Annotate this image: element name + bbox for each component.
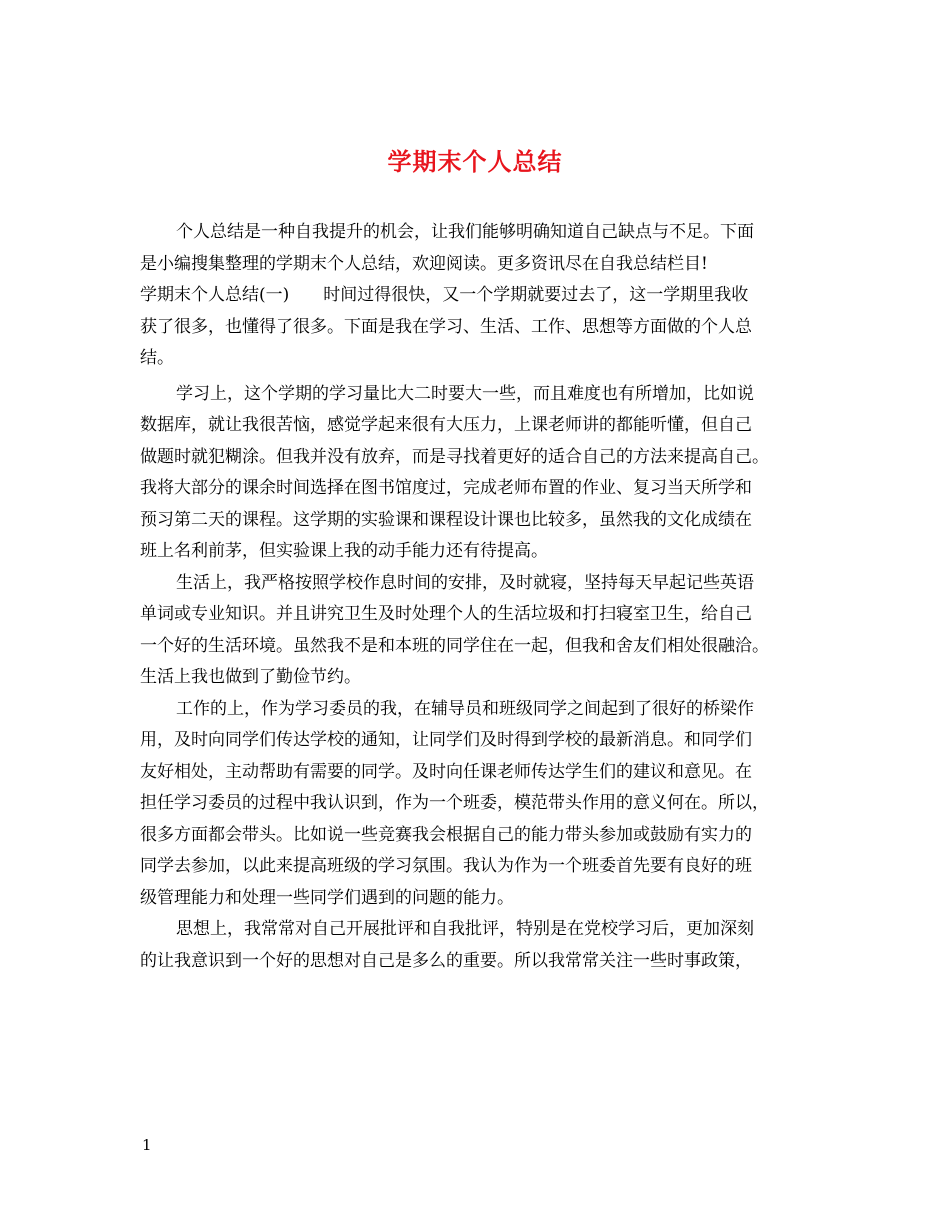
body-line: 数据库，就让我很苦恼，感觉学起来很有大压力，上课老师讲的都能听懂，但自己 xyxy=(140,415,752,435)
body-line: 一个好的生活环境。虽然我不是和本班的同学住在一起，但我和舍友们相处很融洽。 xyxy=(140,635,769,656)
body-line: 获了很多，也懂得了很多。下面是我在学习、生活、工作、思想等方面做的个人总 xyxy=(140,316,752,337)
body-line: 工作的上，作为学习委员的我，在辅导员和班级同学之间起到了很好的桥梁作 xyxy=(176,698,754,719)
body-line: 学期末个人总结(一) 时间过得很快，又一个学期就要过去了，这一学期里我收 xyxy=(140,285,749,305)
body-line: 同学去参加，以此来提高班级的学习氛围。我认为作为一个班委首先要有良好的班 xyxy=(140,856,752,876)
document-title: 学期末个人总结 xyxy=(387,147,563,176)
document-body xyxy=(140,217,830,977)
body-line: 做题时就犯糊涂。但我并没有放弃，而是寻找着更好的适合自己的方法来提高自己。 xyxy=(140,446,769,467)
body-line: 的让我意识到一个好的思想对自己是多么的重要。所以我常常关注一些时事政策， xyxy=(140,950,752,971)
body-line: 班上名利前茅，但实验课上我的动手能力还有待提高。 xyxy=(140,541,548,561)
body-line: 结。 xyxy=(140,348,174,368)
body-line: 生活上我也做到了勤俭节约。 xyxy=(140,667,361,687)
body-line: 预习第二天的课程。这学期的实验课和课程设计课也比较多，虽然我的文化成绩在 xyxy=(140,509,752,530)
body-line: 我将大部分的课余时间选择在图书馆度过，完成老师布置的作业、复习当天所学和 xyxy=(140,478,752,498)
body-line: 用，及时向同学们传达学校的通知，让同学们及时得到学校的最新消息。和同学们 xyxy=(140,730,752,750)
body-line: 思想上，我常常对自己开展批评和自我批评，特别是在党校学习后，更加深刻 xyxy=(176,919,754,939)
body-line: 单词或专业知识。并且讲究卫生及时处理个人的生活垃圾和打扫寝室卫生，给自己 xyxy=(140,604,752,624)
page-number: 1 xyxy=(142,1136,152,1154)
body-line: 是小编搜集整理的学期末个人总结，欢迎阅读。更多资讯尽在自我总结栏目! xyxy=(140,253,708,274)
body-line: 担任学习委员的过程中我认识到，作为一个班委，模范带头作用的意义何在。所以， xyxy=(140,793,769,813)
body-line: 友好相处，主动帮助有需要的同学。及时向任课老师传达学生们的建议和意见。在 xyxy=(140,761,752,782)
body-line: 个人总结是一种自我提升的机会，让我们能够明确知道自己缺点与不足。下面 xyxy=(176,222,754,242)
body-line: 级管理能力和处理一些同学们遇到的问题的能力。 xyxy=(140,887,514,908)
body-line: 生活上，我严格按照学校作息时间的安排，及时就寝，坚持每天早起记些英语 xyxy=(176,572,754,593)
body-line: 很多方面都会带头。比如说一些竞赛我会根据自己的能力带头参加或鼓励有实力的 xyxy=(140,824,752,845)
body-line: 学习上，这个学期的学习量比大二时要大一些，而且难度也有所增加，比如说 xyxy=(176,383,754,404)
